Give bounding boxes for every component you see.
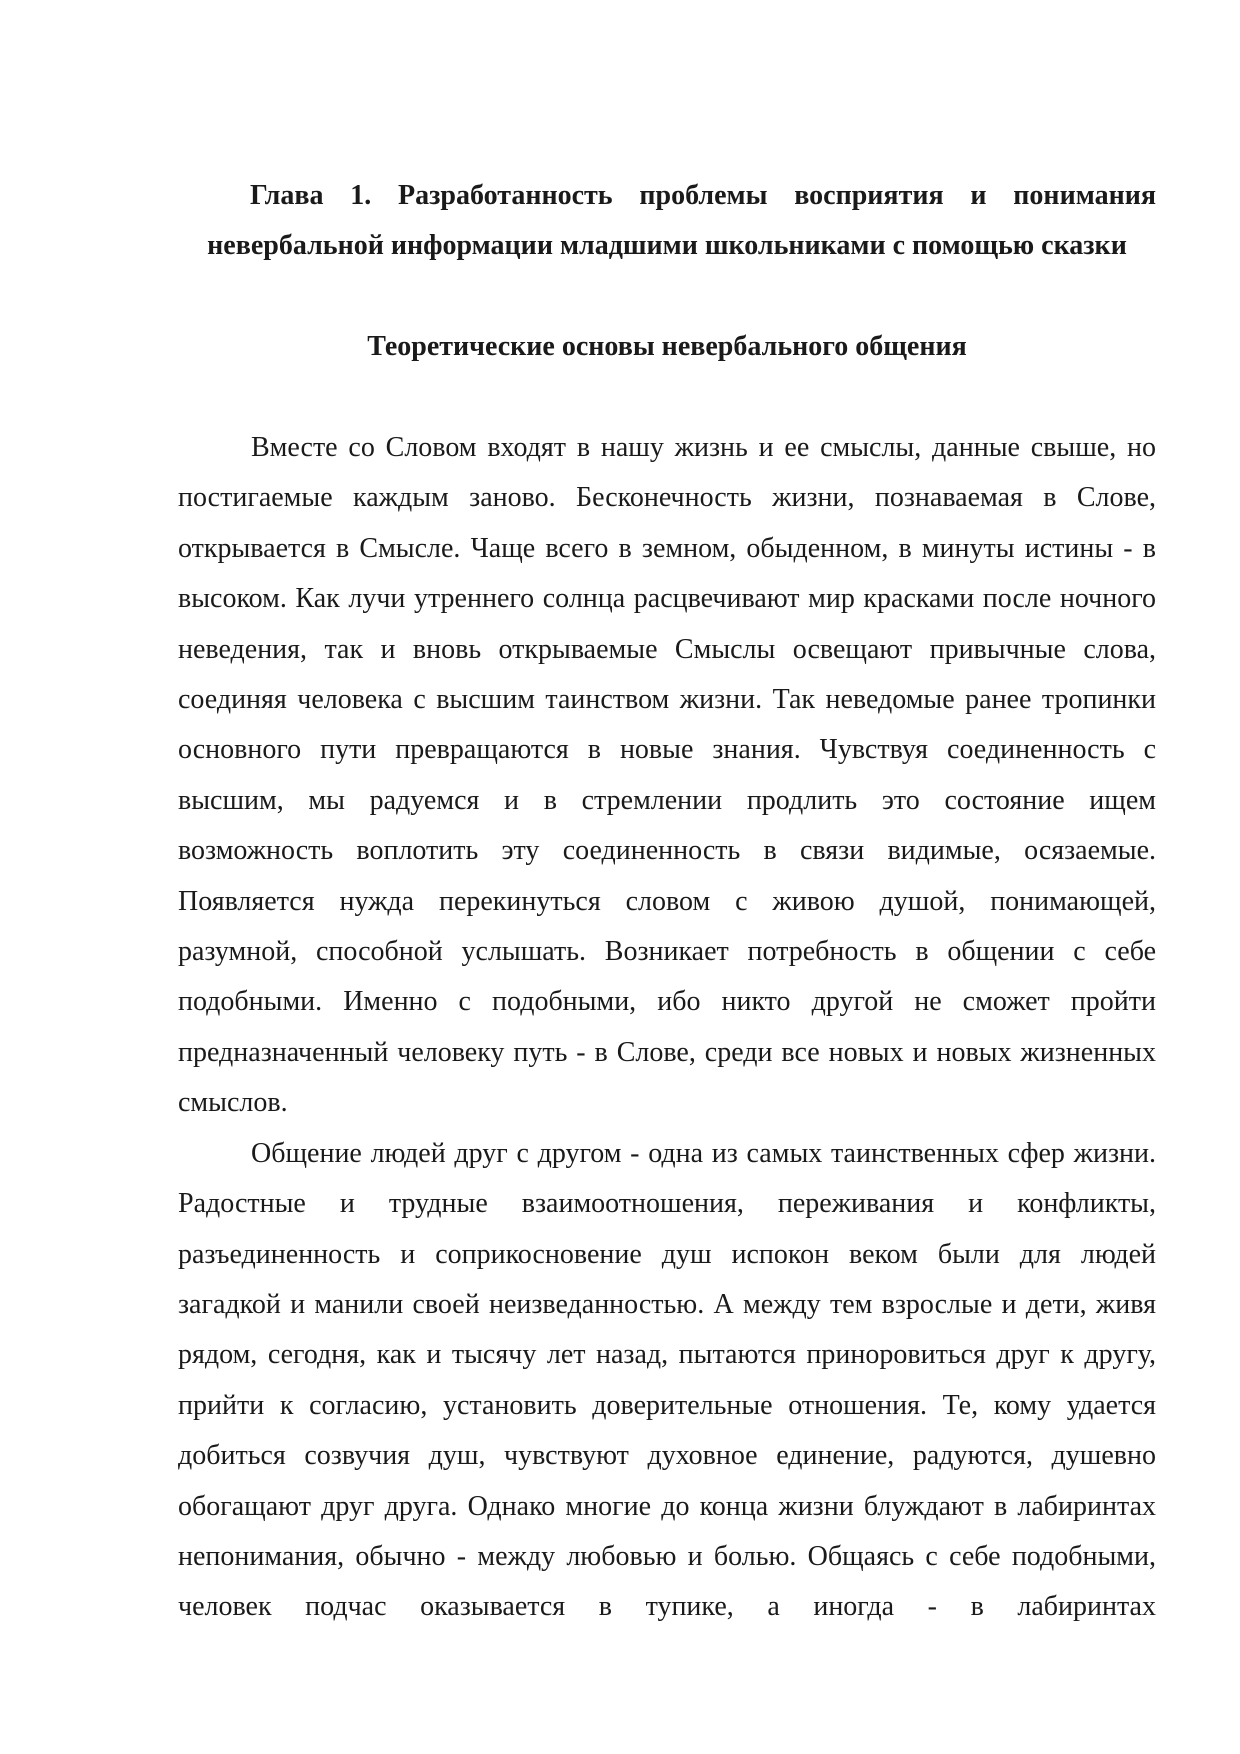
paragraph: Вместе со Словом входят в нашу жизнь и ее смыслы, данные свыше, но постигаемые каждым заново. Бесконечность жизни, познаваемая в Слове, открывается в Смысле. Чаще всего в земном, обыденном, в минуты истины - в высоком. Как лучи утреннего солнца расцвечивают мир красками после ночного неведения, так и вновь открываемые Смыслы освещают привычные слова, соединяя человека с высшим таинством жизни. Так неведомые ранее тропинки основного пути превращаются в новые знания. Чувствуя соединенность с высшим, мы радуемся и в стремлении продлить это состояние ищем возможность воплотить эту соединенность в связи видимые, осязаемые. Появляется нужда перекинуться словом с живою душой, понимающей, разумной, способной услышать. Возникает потребность в общении с себе подобными. Именно с подобными, ибо никто другой не сможет пройти предназначенный человеку путь - в Слове, среди все новых и новых жизненных смыслов. bbox=[178, 432, 1156, 1119]
section-title: Теоретические основы невербального общения bbox=[367, 331, 967, 362]
paragraph: Общение людей друг с другом - одна из самых таинственных сфер жизни. Радостные и трудные взаимоотношения, переживания и конфликты, разъединенность и соприкосновение душ испокон веком были для людей загадкой и манили своей неизведанностью. А между тем взрослые и дети, живя рядом, сегодня, как и тысячу лет назад, пытаются приноровиться друг к другу, прийти к согласию, установить доверительные отношения. Те, кому удается добиться созвучия душ, чувствуют духовное единение, радуются, душевно обогащают друг друга. Однако многие до конца жизни блуждают в лабиринтах непонимания, обычно - между любовью и болью. Общаясь с себе подобными, человек подчас оказывается в тупике, а иногда - в лабиринтах bbox=[178, 1137, 1156, 1623]
body-text bbox=[178, 423, 1156, 1633]
chapter-title: Глава 1. Разработанность проблемы восприятия и понимания невербальной информации младшими школьниками с помощью сказки bbox=[207, 180, 1156, 261]
